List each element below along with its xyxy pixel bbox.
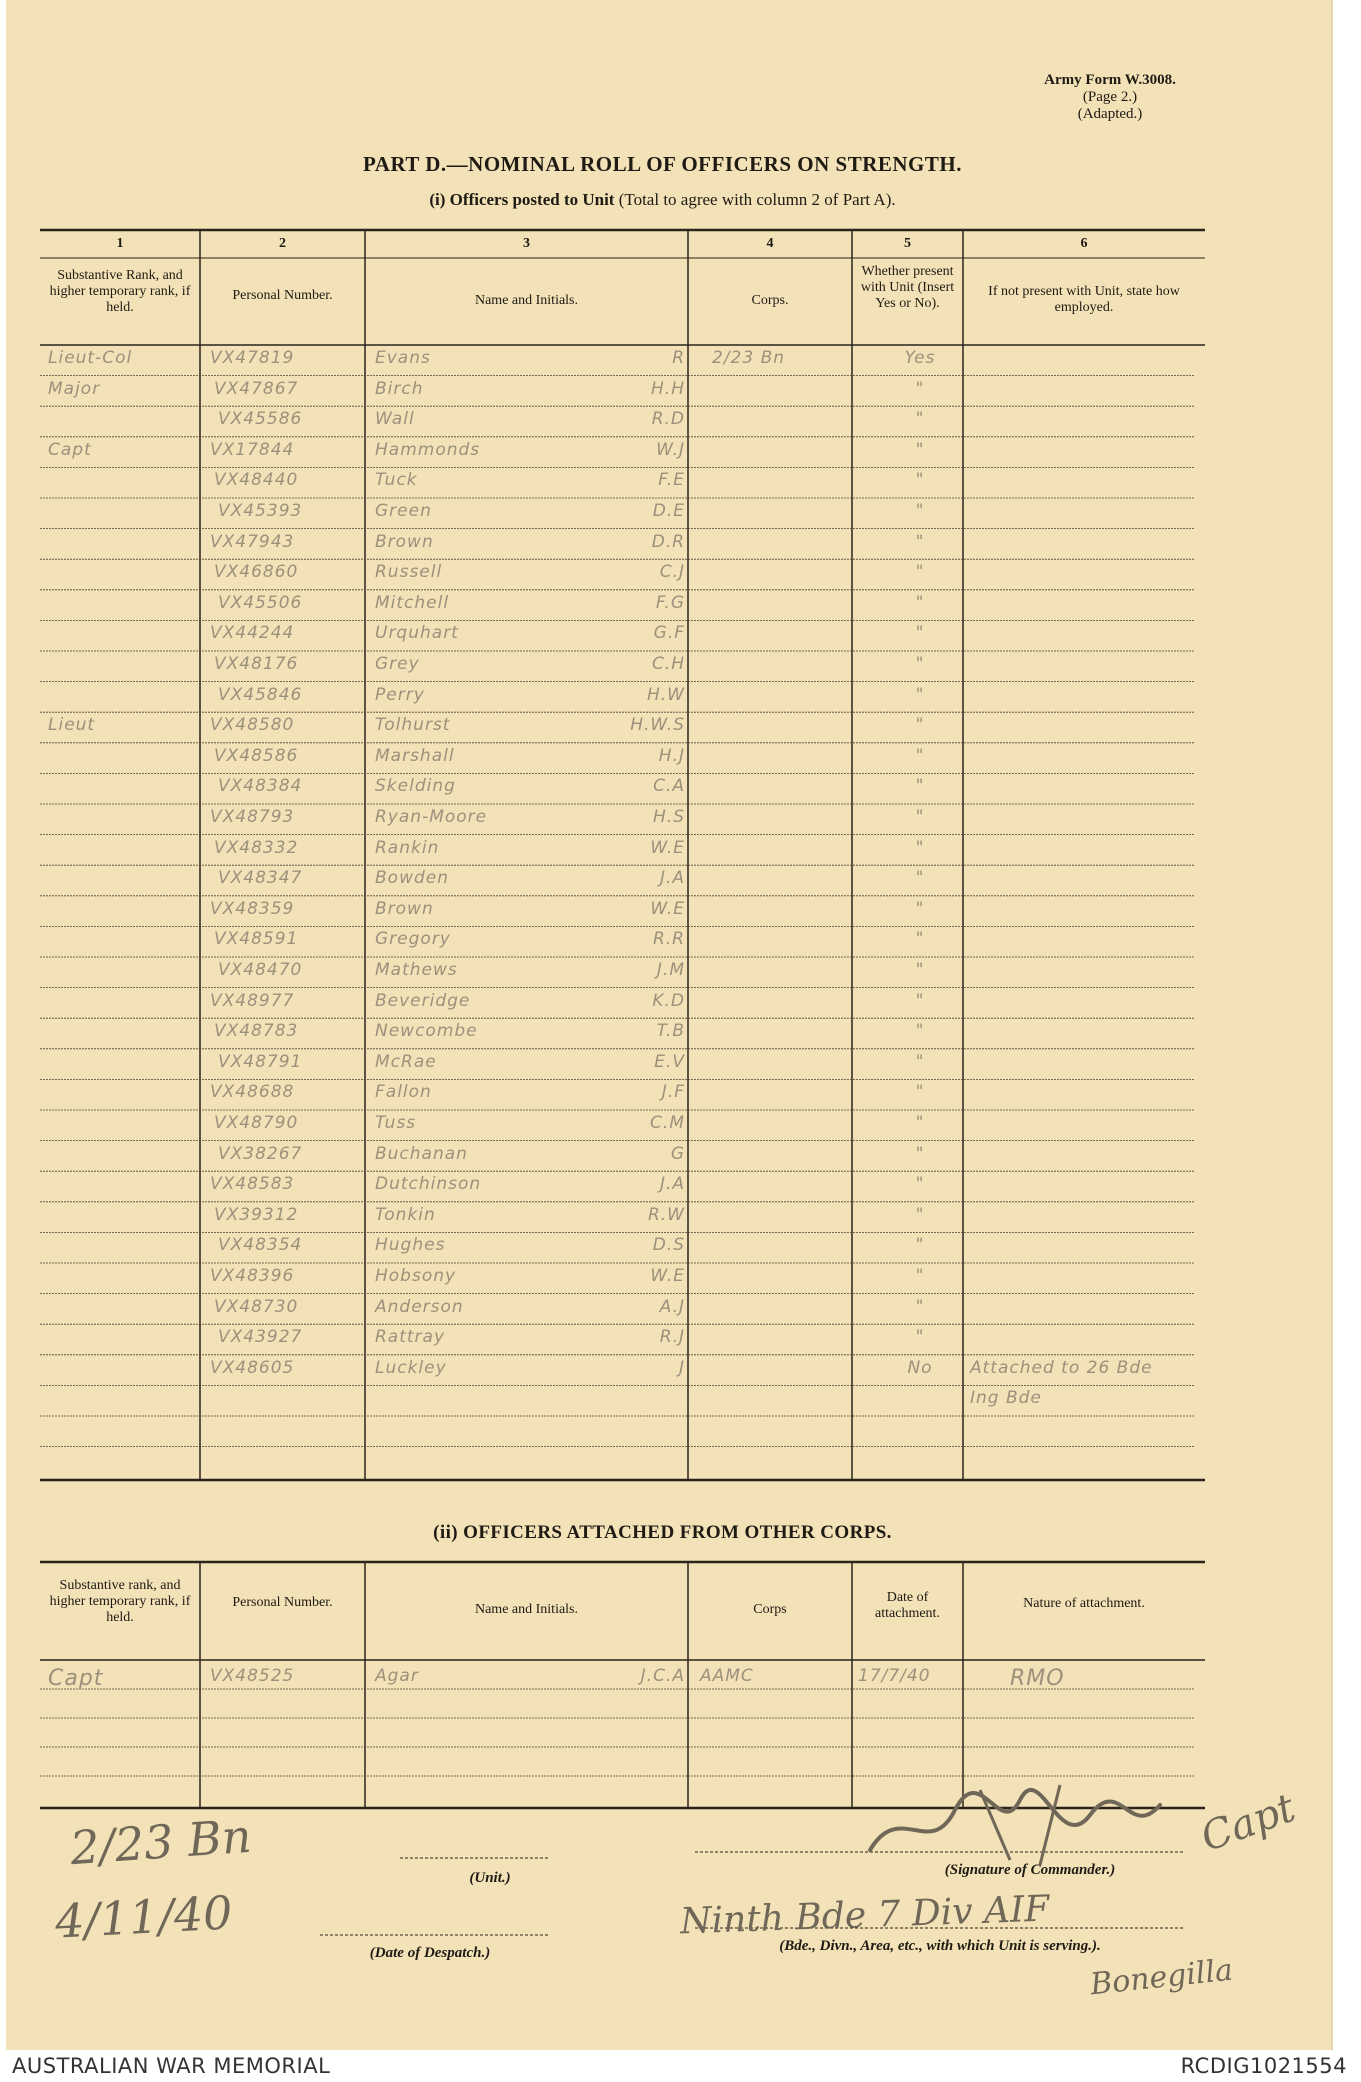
cell-initials: J.F	[661, 1082, 685, 1103]
cell-personal-number: VX46860	[214, 562, 299, 583]
cell-initials: D.R	[651, 531, 685, 552]
cell-initials: H.S	[653, 807, 685, 827]
col-number: 2	[279, 236, 286, 251]
cell-personal-number: VX48580	[210, 715, 295, 736]
cell-personal-number: VX17844	[210, 439, 295, 460]
cell-present: "	[915, 715, 925, 736]
cell-present: "	[915, 868, 925, 889]
column-header-attached: Personal Number.	[232, 1595, 333, 1610]
cell-name: Tolhurst	[375, 715, 451, 736]
cell-name: Birch	[375, 378, 424, 399]
cell-initials: R.W	[647, 1204, 685, 1225]
cell-present: "	[915, 378, 925, 399]
cell-initials: D.E	[652, 501, 685, 521]
cell-initials: C.M	[650, 1113, 685, 1133]
cell-personal-number: VX48440	[214, 470, 299, 491]
cell-initials: W.E	[650, 1266, 685, 1286]
cell-initials: J.M	[656, 960, 685, 980]
cell-present: "	[915, 776, 925, 797]
cell-personal-number: VX43927	[218, 1327, 303, 1348]
cell-initials: R.R	[652, 929, 685, 950]
cell-personal-number: VX45506	[218, 592, 303, 613]
cell-name: Mathews	[375, 960, 458, 980]
cell-present: No	[907, 1357, 933, 1378]
cell-name: Gregory	[375, 929, 451, 950]
cell-present: "	[915, 439, 925, 460]
cell-present: "	[915, 1143, 925, 1164]
column-header-attached: Substantive rank, and higher temporary rank, if held.	[49, 1578, 191, 1625]
date-value: 4/11/40	[53, 1885, 234, 1949]
cell-present: "	[915, 745, 925, 766]
col-number: 4	[766, 236, 774, 251]
cell-present: "	[915, 1296, 925, 1317]
cell-present: "	[915, 1082, 925, 1103]
cell-initials: J.A	[659, 868, 685, 889]
cell-name: Ryan-Moore	[375, 807, 488, 827]
cell-personal-number: VX48176	[214, 654, 299, 674]
cell-personal-number: VX44244	[210, 623, 295, 644]
cell-present: "	[915, 1266, 925, 1286]
cell-personal-number: VX39312	[214, 1204, 299, 1225]
cell-corps: 2/23 Bn	[712, 348, 786, 368]
cell-initials: J	[678, 1357, 685, 1378]
cell-initials: F.G	[655, 592, 685, 613]
cell-personal-number: VX48396	[210, 1266, 295, 1286]
cell-initials: D.S	[652, 1235, 685, 1256]
cell-name: Brown	[375, 531, 434, 552]
cell-corps: AAMC	[700, 1666, 754, 1686]
cell-name: Rattray	[375, 1327, 446, 1348]
col-number: 5	[904, 236, 911, 251]
column-header-attached: Corps	[753, 1602, 787, 1617]
archive-id: RCDIG1021554	[1180, 2054, 1347, 2078]
cell-personal-number: VX45393	[218, 501, 303, 521]
cell-present: "	[915, 470, 925, 491]
cell-name: Brown	[375, 898, 434, 919]
archive-credit: AUSTRALIAN WAR MEMORIAL	[12, 2054, 331, 2078]
section2-title: (ii) OFFICERS ATTACHED FROM OTHER CORPS.	[433, 1522, 892, 1543]
cell-initials: K.D	[652, 990, 685, 1011]
cell-personal-number: VX48470	[218, 960, 303, 980]
form-number: Army Form W.3008.	[1044, 72, 1176, 88]
col-number: 6	[1080, 236, 1088, 251]
cell-name: Luckley	[375, 1357, 447, 1378]
cell-name: Newcombe	[375, 1021, 478, 1042]
signature-value: Capt	[1195, 1784, 1302, 1862]
cell-name: Tuss	[375, 1113, 417, 1133]
cell-present: "	[915, 837, 925, 858]
cell-personal-number: VX47819	[210, 348, 295, 368]
cell-initials: H.J	[658, 745, 685, 766]
cell-personal-number: VX48347	[218, 868, 303, 889]
cell-name: Mitchell	[375, 592, 450, 613]
cell-personal-number: VX48790	[214, 1113, 299, 1133]
cell-present: "	[915, 501, 925, 521]
unit-value: 2/23 Bn	[68, 1808, 254, 1876]
cell-personal-number: VX48783	[214, 1021, 299, 1042]
cell-name: Buchanan	[375, 1143, 468, 1164]
cell-name: Tonkin	[375, 1204, 436, 1225]
cell-present: "	[915, 898, 925, 919]
cell-name: Wall	[375, 409, 415, 430]
cell-initials: G	[670, 1143, 685, 1164]
cell-name: Tuck	[375, 470, 418, 491]
column-header: Personal Number.	[232, 288, 333, 303]
cell-present: "	[915, 623, 925, 644]
cell-present: "	[915, 1174, 925, 1195]
cell-initials: T.B	[656, 1021, 685, 1042]
cell-initials: A.J	[659, 1296, 685, 1317]
cell-present: "	[915, 1113, 925, 1133]
column-header-attached: Name and Initials.	[474, 1602, 579, 1617]
column-header: Whether present with Unit (Insert Yes or No).	[860, 264, 955, 311]
cell-present: "	[915, 807, 925, 827]
cell-present: "	[915, 562, 925, 583]
cell-personal-number: VX48586	[214, 745, 299, 766]
cell-rank: Lieut	[48, 715, 96, 736]
cell-personal-number: VX48730	[214, 1296, 299, 1317]
cell-personal-number: VX47867	[214, 378, 299, 399]
cell-present: Yes	[904, 348, 936, 368]
cell-initials: W.J	[656, 439, 685, 460]
cell-name: Skelding	[375, 776, 456, 797]
cell-name: Russell	[375, 562, 443, 583]
cell-personal-number: VX47943	[210, 531, 295, 552]
cell-initials: G.F	[653, 623, 685, 644]
cell-personal-number: VX48791	[218, 1051, 303, 1072]
cell-name: Fallon	[375, 1082, 432, 1103]
cell-present: "	[915, 409, 925, 430]
cell-present: "	[915, 1051, 925, 1072]
cell-name: Agar	[375, 1666, 419, 1686]
cell-initials: W.E	[650, 837, 685, 858]
subtitle-rest: (Total to agree with column 2 of Part A).	[618, 190, 896, 209]
cell-name: McRae	[375, 1051, 437, 1072]
cell-nature: RMO	[1010, 1666, 1065, 1691]
cell-rank: Lieut-Col	[48, 348, 133, 368]
cell-personal-number: VX48688	[210, 1082, 295, 1103]
cell-personal-number: VX48525	[210, 1666, 295, 1686]
cell-personal-number: VX48605	[210, 1357, 295, 1378]
column-header: Name and Initials.	[474, 293, 579, 308]
form-adapted-note: (Adapted.)	[1077, 106, 1143, 122]
column-header-attached: Date of attachment.	[875, 1590, 940, 1621]
col-number: 3	[523, 236, 530, 251]
cell-personal-number: VX45846	[218, 684, 303, 705]
date-label: (Date of Despatch.)	[369, 1945, 491, 1961]
bde-value-2: Bonegilla	[1088, 1952, 1235, 2003]
cell-initials: W.E	[650, 898, 685, 919]
bde-label: (Bde., Divn., Area, etc., with which Unit is serving.).	[779, 1938, 1101, 1954]
cell-name: Grey	[375, 654, 420, 674]
cell-personal-number: VX48583	[210, 1174, 295, 1195]
cell-initials: R.D	[651, 409, 685, 430]
cell-name: Marshall	[375, 745, 455, 766]
cell-personal-number: VX48359	[210, 898, 295, 919]
column-header: Corps.	[751, 293, 789, 308]
cell-date: 17/7/40	[858, 1666, 931, 1686]
cell-rank: Capt	[48, 439, 92, 460]
column-header-attached: Nature of attachment.	[1023, 1596, 1145, 1611]
cell-name: Beveridge	[375, 990, 471, 1011]
cell-initials: R.J	[659, 1327, 685, 1348]
cell-initials: H.W.S	[630, 715, 685, 736]
cell-initials: J.C.A	[640, 1666, 685, 1686]
column-header: Substantive Rank, and higher temporary rank, if held.	[49, 268, 191, 315]
cell-personal-number: VX48793	[210, 807, 295, 827]
cell-present: "	[915, 929, 925, 950]
cell-initials: C.J	[659, 562, 685, 583]
cell-initials: R	[672, 348, 685, 368]
cell-name: Bowden	[375, 868, 449, 889]
cell-present: "	[915, 1021, 925, 1042]
unit-label: (Unit.)	[469, 1870, 511, 1886]
cell-personal-number: VX38267	[218, 1143, 303, 1164]
cell-initials: C.H	[651, 654, 685, 674]
signature-label: (Signature of Commander.)	[944, 1862, 1116, 1878]
bde-value: Ninth Bde 7 Div AIF	[679, 1888, 1050, 1943]
cell-name: Dutchinson	[375, 1174, 482, 1195]
cell-name: Perry	[375, 684, 425, 705]
col-number: 1	[116, 236, 124, 251]
cell-personal-number: VX48384	[218, 776, 303, 797]
cell-employed: Attached to 26 Bde	[970, 1357, 1153, 1378]
cell-name: Rankin	[375, 837, 440, 858]
cell-initials: H.H	[651, 378, 685, 399]
cell-present: "	[915, 684, 925, 705]
cell-present: "	[915, 531, 925, 552]
column-header: If not present with Unit, state how employed.	[988, 284, 1180, 315]
cell-personal-number: VX48591	[214, 929, 299, 950]
cell-initials: C.A	[653, 776, 685, 797]
cell-personal-number: VX48332	[214, 837, 299, 858]
cell-initials: F.E	[658, 470, 685, 491]
cell-present: "	[915, 990, 925, 1011]
cell-present: "	[915, 1204, 925, 1225]
cell-name: Evans	[375, 348, 431, 368]
cell-name: Urquhart	[375, 623, 459, 644]
cell-personal-number: VX48977	[210, 990, 295, 1011]
cell-name: Anderson	[375, 1296, 464, 1317]
cell-personal-number: VX48354	[218, 1235, 303, 1256]
cell-present: "	[915, 654, 925, 674]
form-page-ref: (Page 2.)	[1082, 89, 1138, 105]
commander-signature-scribble	[860, 1780, 1180, 1870]
cell-initials: E.V	[654, 1051, 685, 1072]
cell-present: "	[915, 1327, 925, 1348]
cell-employed: Ing Bde	[970, 1388, 1042, 1409]
cell-name: Green	[375, 501, 432, 521]
cell-present: "	[915, 960, 925, 980]
cell-rank: Major	[48, 378, 101, 399]
cell-name: Hughes	[375, 1235, 446, 1256]
cell-present: "	[915, 1235, 925, 1256]
cell-name: Hammonds	[375, 439, 481, 460]
page-title: PART D.—NOMINAL ROLL OF OFFICERS ON STRENGTH.	[363, 152, 962, 176]
subtitle-bold: (i) Officers posted to Unit	[429, 190, 615, 209]
cell-rank: Capt	[48, 1666, 104, 1691]
cell-initials: J.A	[659, 1174, 685, 1195]
cell-personal-number: VX45586	[218, 409, 303, 430]
cell-initials: H.W	[647, 684, 685, 705]
cell-present: "	[915, 592, 925, 613]
cell-name: Hobsony	[375, 1266, 457, 1286]
